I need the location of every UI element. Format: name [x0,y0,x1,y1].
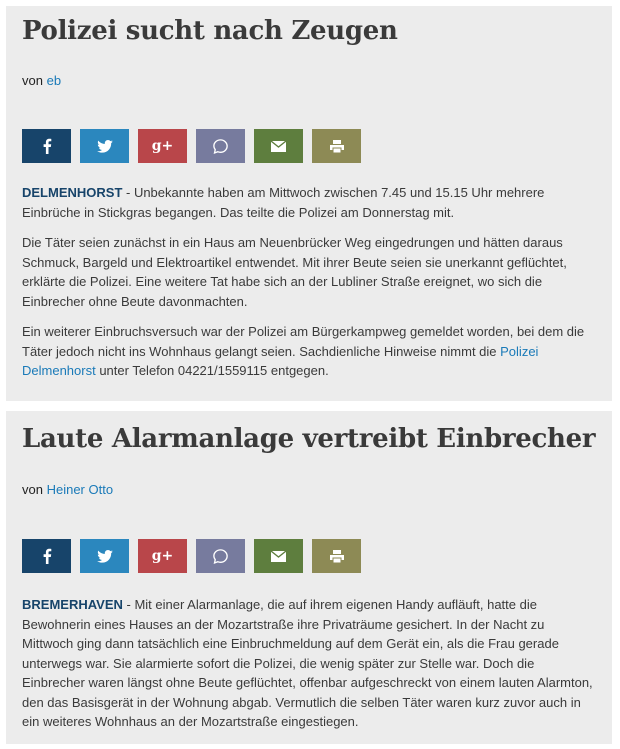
share-bar [22,539,361,573]
twitter-share-button[interactable] [80,539,129,573]
dateline: DELMENHORST [22,185,123,200]
article-body [22,595,598,743]
article-card [6,411,612,744]
print-icon [330,140,344,153]
email-share-button[interactable] [254,539,303,573]
paragraph: Die Täter seien zunächst in ein Haus am Neuenbrücker Weg eingedrungen und hätten daraus Schmuck, Bargeld und Elektroartikel entwendet. Mit ihrer Beute seien sie unerkannt geflüchtet, erklärte die Polizei. Eine weitere Tat habe sich an der Lubliner Straße ereignet, wo sich die Einbrecher ohne Beute davonmachten. [22,235,567,309]
article-body [22,183,598,392]
paragraph [22,595,598,732]
twitter-icon [97,550,113,563]
print-icon [330,550,344,563]
paragraph-text: - Mit einer Alarmanlage, die auf ihrem eigenen Handy aufläuft, hatte die Bewohnerin eines Hauses an der Mozartstraße ihre Privaträume gesichert. In der Nacht zu Mittwoch ging dann tatsächlich eine Einbruchmeldung auf dem Gerät ein, als die Frau gerade unterwegs war. Sie alarmierte sofort die Polizei, die wenig später zur Stelle war. Doch die Einbrecher waren längst ohne Beute geflüchtet, offenbar aufgeschreckt von einem lauten Alarmton, den das Basisgerät in der Wohnung abgab. Vermutlich die selben Täter waren kurz zuvor auch in ein weiteres Wohnhaus an der Mozartstraße eingestiegen. [22,597,593,729]
paragraph-text: unter Telefon 04221/1559115 entgegen. [95,363,329,378]
article-card [6,6,612,401]
author-link[interactable]: Heiner Otto [46,482,114,497]
google-plus-icon: g+ [151,138,174,154]
email-icon [271,551,286,562]
byline-prefix: von [22,482,43,497]
facebook-share-button[interactable] [22,539,71,573]
whatsapp-icon [212,548,229,565]
email-share-button[interactable] [254,129,303,163]
print-button[interactable] [312,539,361,573]
author-link[interactable]: eb [46,73,62,88]
dateline: BREMERHAVEN [22,597,123,612]
facebook-icon [42,548,52,564]
whatsapp-share-button[interactable] [196,539,245,573]
paragraph [22,322,598,381]
share-bar [22,129,361,163]
byline [22,482,113,497]
twitter-icon [97,140,113,153]
article-title: Polizei sucht nach Zeugen [22,16,398,46]
article-title: Laute Alarmanlage vertreibt Einbrecher [22,424,596,454]
facebook-share-button[interactable] [22,129,71,163]
facebook-icon [42,138,52,154]
google-plus-share-button[interactable] [138,129,187,163]
google-plus-icon: g+ [151,548,174,564]
paragraph-text: Ein weiterer Einbruchsversuch war der Polizei am Bürgerkampweg gemeldet worden, bei dem die Täter jedoch nicht ins Wohnhaus gelangt seien. Sachdienliche Hinweise nimmt die [22,324,585,359]
email-icon [271,141,286,152]
whatsapp-icon [212,138,229,155]
byline [22,73,61,88]
paragraph [22,183,598,222]
paragraph-text: - Unbekannte haben am Mittwoch zwischen 7.45 und 15.15 Uhr mehrere Einbrüche in Stickgras begangen. Das teilte die Polizei am Donnerstag mit. [22,185,545,220]
print-button[interactable] [312,129,361,163]
whatsapp-share-button[interactable] [196,129,245,163]
police-link[interactable]: Polizei Delmenhorst [22,343,539,378]
twitter-share-button[interactable] [80,129,129,163]
google-plus-share-button[interactable] [138,539,187,573]
byline-prefix: von [22,73,43,88]
